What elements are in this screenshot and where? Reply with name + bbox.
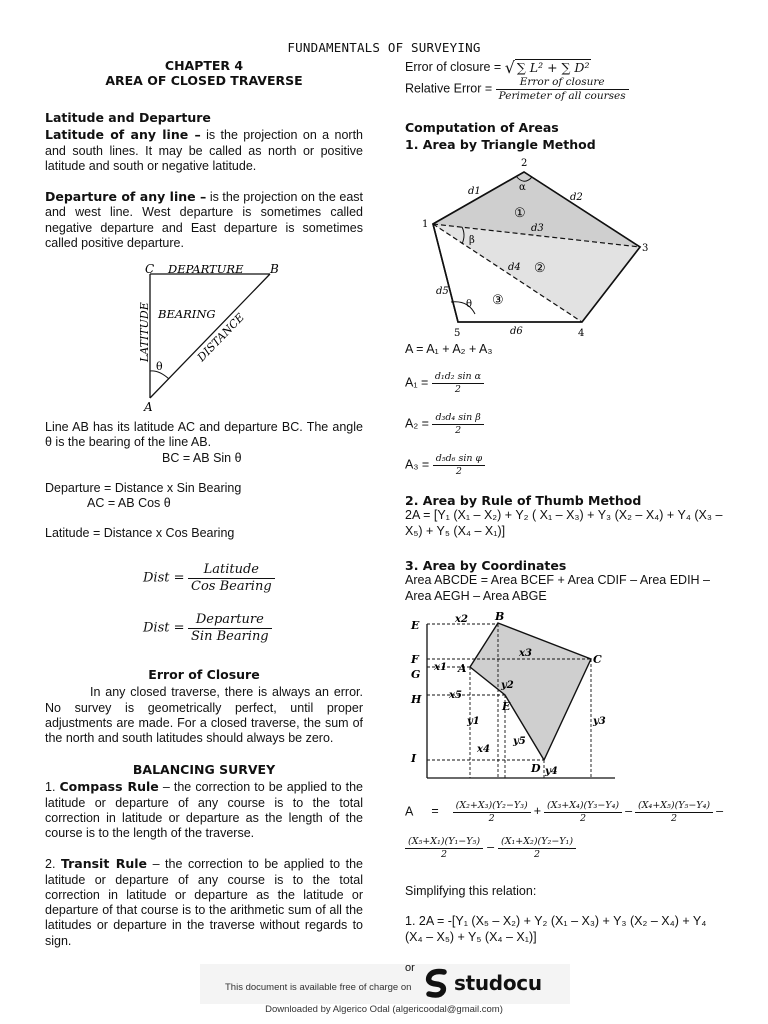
- a1-formula: [405, 371, 484, 395]
- departure-equation: Departure = Distance x Sin Bearing: [45, 480, 242, 495]
- page-header: FUNDAMENTALS OF SURVEYING: [287, 40, 481, 55]
- triangle-method-figure: [418, 152, 658, 340]
- alpha-label: α: [519, 182, 526, 193]
- a2-lhs: A₂ =: [405, 416, 433, 431]
- latitude-definition: [45, 127, 363, 174]
- vertex-1-label: 1: [422, 219, 429, 230]
- y4-label: y4: [545, 766, 558, 777]
- distance-label: DISTANCE: [194, 310, 247, 365]
- line-ab-section: [45, 420, 363, 542]
- term-4-denominator: 2: [441, 848, 448, 860]
- term-2-numerator: (X₃+X₄)(Y₃−Y₄): [544, 800, 622, 813]
- term-3-denominator: 2: [671, 812, 678, 824]
- g-axis-label: G: [411, 668, 421, 681]
- op-minus: –: [625, 804, 633, 819]
- term-1-denominator: 2: [488, 812, 495, 824]
- d1-label: d1: [468, 186, 481, 197]
- available-text: This document is available free of charge on: [225, 982, 412, 993]
- point-c-label: C: [145, 262, 155, 276]
- dist-lhs: Dist =: [143, 620, 185, 636]
- bc-equation: BC = AB Sin θ: [162, 450, 242, 465]
- latitude-equation: Latitude = Distance x Cos Bearing: [45, 526, 235, 541]
- term-1-numerator: (X₂+X₃)(Y₂−Y₃): [453, 800, 531, 813]
- point-b-label: B: [270, 262, 279, 276]
- studocu-brand-text: studocu: [454, 970, 542, 995]
- rule-number: 2.: [45, 857, 61, 872]
- term-3-numerator: (X₄+X₅)(Y₅−Y₄): [635, 800, 713, 813]
- chapter-title: AREA OF CLOSED TRAVERSE: [105, 73, 303, 89]
- balancing-section: [45, 762, 363, 949]
- h-axis-label: H: [411, 693, 422, 706]
- thumb-method-heading: 2. Area by Rule of Thumb Method: [405, 493, 642, 508]
- area-sum: A = A₁ + A₂ + A₃: [405, 342, 493, 356]
- region-2-label: ②: [534, 261, 546, 276]
- simplify-section: [405, 884, 727, 945]
- relative-error-denominator: Perimeter of all courses: [498, 89, 626, 102]
- eoc-text: In any closed traverse, there is always an error. No survey is geometrically perfect, until proper adjustments are made. For a closed traverse, the sum of the north and south latitudes should always be zero.: [45, 685, 363, 745]
- d2-label: d2: [570, 192, 583, 203]
- coordinates-figure: [405, 610, 620, 782]
- y5-label: y5: [513, 736, 526, 747]
- latitude-departure-figure: [125, 258, 285, 418]
- term-5-denominator: 2: [534, 848, 541, 860]
- term-4: [405, 836, 483, 860]
- thumb-method-equation: 2A = [Y₁ (X₁ – X₂) + Y₂ ( X₁ – X₃) + Y₃ (X₂ – X₄) + Y₄ (X₃ – X₅) + Y₅ (X₄ – X₁)]: [405, 508, 723, 538]
- vertex-5-label: 5: [454, 328, 461, 339]
- point-b-label: B: [495, 610, 505, 623]
- op-plus: +: [533, 804, 542, 819]
- term-2: [544, 800, 622, 824]
- a2-formula: [405, 412, 484, 436]
- a2-denominator: 2: [455, 424, 462, 436]
- x1-label: x1: [434, 662, 447, 673]
- term-5: [498, 836, 576, 860]
- eoc-radicand: ∑ L² + ∑ D²: [516, 60, 590, 76]
- eoc-lhs: Error of closure =: [405, 60, 505, 75]
- term-3: [635, 800, 713, 824]
- d4-label: d4: [508, 262, 521, 273]
- studocu-logo-icon: [424, 968, 450, 998]
- area-equals: =: [431, 804, 439, 819]
- e-axis-label: E: [411, 619, 420, 632]
- ac-equation: AC = AB Cos θ: [87, 496, 171, 510]
- relative-error-numerator: Error of closure: [496, 76, 629, 90]
- dist-fraction: [188, 562, 275, 595]
- coordinates-heading: 3. Area by Coordinates: [405, 558, 567, 573]
- dist-numerator: Latitude: [188, 562, 275, 579]
- relative-error-lhs: Relative Error =: [405, 81, 496, 96]
- compass-rule: [45, 779, 363, 841]
- vertex-2-label: 2: [521, 158, 528, 169]
- dist-numerator: Departure: [188, 612, 272, 629]
- left-column: [45, 58, 363, 89]
- x4-label: x4: [477, 744, 490, 755]
- triangle-method-heading: 1. Area by Triangle Method: [405, 137, 596, 153]
- dist-lhs: Dist =: [143, 570, 185, 586]
- relative-error-formula: [405, 76, 629, 103]
- computation-section: [405, 120, 727, 153]
- point-e-label: E: [502, 700, 511, 713]
- point-a-label: A: [144, 400, 153, 414]
- coordinate-area-formula-line2: [405, 836, 576, 860]
- eoc-heading: Error of Closure: [148, 667, 260, 682]
- balancing-heading: BALANCING SURVEY: [132, 762, 276, 777]
- term-1: [453, 800, 531, 824]
- latitude-text: is the projection on a north and south lines. It may be called as north or positive latitude and south or negative latitude.: [45, 128, 363, 173]
- polygon-abcde: [470, 623, 591, 760]
- transit-rule: [45, 856, 363, 949]
- chapter-label: CHAPTER 4: [164, 58, 244, 73]
- f-axis-label: F: [411, 653, 419, 666]
- term-5-numerator: (X₁+X₂)(Y₂−Y₁): [498, 836, 576, 849]
- region-3-label: ③: [492, 293, 504, 308]
- d3-label: d3: [531, 223, 544, 234]
- a3-fraction: [433, 453, 486, 477]
- relative-error-fraction: [496, 76, 629, 103]
- compass-rule-term: Compass Rule: [59, 779, 159, 795]
- rule-number: 1.: [45, 780, 60, 795]
- departure-label: DEPARTURE: [168, 262, 244, 276]
- a2-numerator: d₃d₄ sin β: [432, 412, 483, 425]
- departure-definition: [45, 189, 363, 251]
- vertex-4-label: 4: [578, 328, 585, 339]
- dist-denominator: Cos Bearing: [191, 578, 272, 594]
- term-2-denominator: 2: [580, 812, 587, 824]
- a3-denominator: 2: [455, 465, 462, 477]
- point-c-label: C: [593, 653, 602, 666]
- bearing-label: BEARING: [158, 307, 216, 321]
- dist-formula-departure: [143, 612, 272, 645]
- latitude-term: Latitude of any line –: [45, 127, 201, 143]
- coordinates-equation: Area ABCDE = Area BCEF + Area CDIF – Area EDIH – Area AEGH – Area ABGE: [405, 573, 710, 603]
- lat-dep-section: [45, 110, 363, 251]
- error-of-closure-section: [45, 667, 363, 746]
- departure-term: Departure of any line –: [45, 189, 207, 204]
- vertex-3-label: 3: [642, 243, 649, 254]
- error-of-closure-formula: [405, 58, 591, 78]
- i-axis-label: I: [411, 752, 417, 765]
- y2-label: y2: [501, 680, 514, 691]
- y1-label: y1: [467, 716, 480, 727]
- simplified-equation: 1. 2A = -[Y₁ (X₅ – X₂) + Y₂ (X₁ – X₃) + Y₃ (X₂ – X₄) + Y₄ (X₄ – X₅) + Y₅ (X₄ – X₁)]: [405, 914, 707, 944]
- a1-denominator: 2: [454, 383, 461, 395]
- simplify-text: Simplifying this relation:: [405, 884, 537, 898]
- area-lhs: A: [405, 804, 414, 819]
- y3-label: y3: [593, 716, 606, 727]
- op-minus: –: [716, 804, 724, 819]
- dist-denominator: Sin Bearing: [191, 628, 269, 644]
- beta-label: β: [469, 235, 475, 246]
- op-minus: –: [487, 840, 495, 855]
- lat-dep-heading: Latitude and Departure: [45, 110, 211, 125]
- x3-label: x3: [519, 648, 532, 659]
- point-d-label: D: [531, 762, 541, 775]
- coordinate-area-formula-line1: [405, 800, 726, 824]
- latitude-label: LATITUDE: [138, 302, 151, 362]
- transit-rule-text: – the correction to be applied to the latitude or departure of any course is to the total correction in latitude or departure as the latitude or departure of that course is to the arithmetic sum of all the latitudes or departure in the traverse without regards to sign.: [45, 857, 363, 948]
- downloaded-by-text: Downloaded by Algerico Odal (algericoodal@gmail.com): [265, 1004, 503, 1015]
- x2-label: x2: [455, 614, 468, 625]
- sqrt-sign: √: [504, 58, 515, 77]
- d5-label: d5: [436, 286, 449, 297]
- coordinates-section: [405, 558, 727, 604]
- transit-rule-term: Transit Rule: [60, 856, 148, 872]
- dist-formula-latitude: [143, 562, 275, 595]
- thumb-method-section: [405, 493, 727, 539]
- line-ab-text: Line AB has its latitude AC and departure BC. The angle θ is the bearing of the line AB.: [45, 420, 363, 450]
- studocu-logo[interactable]: [424, 968, 542, 998]
- d6-label: d6: [510, 326, 523, 337]
- or-text: or: [405, 962, 415, 974]
- a3-formula: [405, 453, 485, 477]
- a1-fraction: [432, 371, 484, 395]
- a3-numerator: d₅d₆ sin φ: [433, 453, 486, 466]
- departure-text: is the projection on the east and west line. West departure is sometimes called negative departure and East departure is sometimes called positive departure.: [45, 190, 363, 250]
- x5-label: x5: [449, 690, 462, 701]
- region-1-label: ①: [514, 206, 526, 221]
- term-4-numerator: (X₅+X₁)(Y₁−Y₅): [405, 836, 483, 849]
- a1-numerator: d₁d₂ sin α: [432, 371, 484, 384]
- computation-heading: Computation of Areas: [405, 120, 559, 135]
- a1-lhs: A₁ =: [405, 375, 432, 390]
- theta-label: θ: [156, 360, 163, 373]
- a3-lhs: A₃ =: [405, 457, 433, 472]
- a2-fraction: [432, 412, 483, 436]
- point-a-label: A: [458, 662, 467, 675]
- dist-fraction: [188, 612, 272, 645]
- compass-rule-text: – the correction to be applied to the latitude or departure of any course is to the total correction in latitude or departure as the length of the course is to the length of the traverse.: [45, 780, 363, 840]
- theta-label: θ: [466, 299, 473, 310]
- distance-line: [150, 274, 270, 398]
